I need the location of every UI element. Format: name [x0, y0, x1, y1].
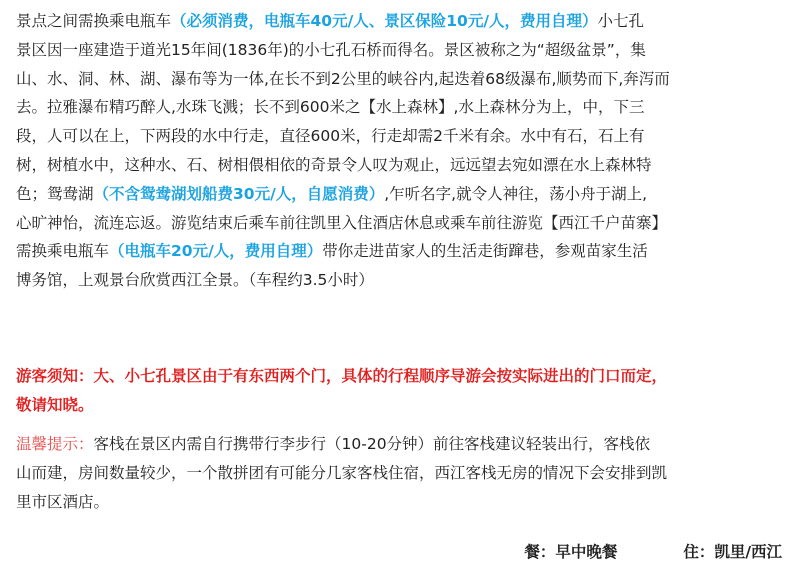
boat-fee-highlight: （不含鸳鸯湖划船费30元/人，自愿消费） — [93, 184, 385, 203]
description-line-2: 景区因一座建造于道光15年间(1836年)的小七孔石桥而得名。景区被称之为“超级盆景”，集 — [16, 40, 646, 59]
tip-label: 温馨提示： — [16, 435, 94, 453]
description-line-1: 景点之间需换乘电瓶车（必须消费，电瓶车40元/人、景区保险10元/人，费用自理）小七孔 — [16, 12, 644, 30]
tip-line-1: 温馨提示：客栈在景区内需自行携带行李步行（10-20分钟）前往客栈建议轻装出行，客栈依 — [16, 435, 651, 453]
scenic-description — [16, 7, 788, 295]
description-line-8: 心旷神怡，流连忘返。游览结束后乘车前往凯里入住酒店休息或乘车前往游览【西江千户苗寨】 — [16, 213, 668, 232]
description-line-10: 博务馆，上观景台欣赏西江全景。（车程约3.5小时） — [16, 271, 374, 290]
description-line-7: 色；鸳鸯湖（不含鸳鸯湖划船费30元/人，自愿消费）,乍听名字,就令人神往，荡小舟于湖上, — [16, 184, 648, 203]
xijiang-shuttle-fee-highlight: （电瓶车20元/人，费用自理） — [109, 242, 323, 261]
meals-label: 餐：早中晚餐 — [524, 543, 618, 561]
tip-line-2: 山而建，房间数量较少，一个散拼团有可能分几家客栈住宿，西江客栈无房的情况下会安排到凯 — [16, 463, 668, 482]
description-line-6: 树，树植水中，这种水、石、树相偎相依的奇景令人叹为观止，远远望去宛如漂在水上森林特 — [16, 155, 652, 174]
tip-line-3: 里市区酒店。 — [16, 492, 110, 511]
notice-line-2: 敬请知晓。 — [16, 395, 94, 414]
description-line-3: 山、水、洞、林、湖、瀑布等为一体,在长不到2公里的峡谷内,起迭着68级瀑布,顺势而下,奔泻而 — [16, 69, 670, 88]
description-line-4: 去。拉雅瀑布精巧醉人,水珠飞溅；长不到600米之【水上森林】,水上森林分为上，中，下三 — [16, 98, 645, 117]
description-line-9: 需换乘电瓶车（电瓶车20元/人，费用自理）带你走进苗家人的生活走街蹿巷，参观苗家生活 — [16, 242, 648, 261]
shuttle-fee-highlight: （必须消费，电瓶车40元/人、景区保险10元/人，费用自理） — [171, 12, 598, 30]
stay-label: 住：凯里/西江 — [683, 543, 782, 561]
warm-tip — [16, 430, 788, 516]
visitor-notice — [16, 362, 788, 420]
notice-line-1: 游客须知：大、小七孔景区由于有东西两个门，具体的行程顺序导游会按实际进出的门口而定， — [16, 367, 668, 385]
description-line-5: 段，人可以在上，下两段的水中行走，直径600米，行走却需2千米有余。水中有石，石上有 — [16, 127, 645, 146]
meals-accommodation — [524, 538, 782, 566]
